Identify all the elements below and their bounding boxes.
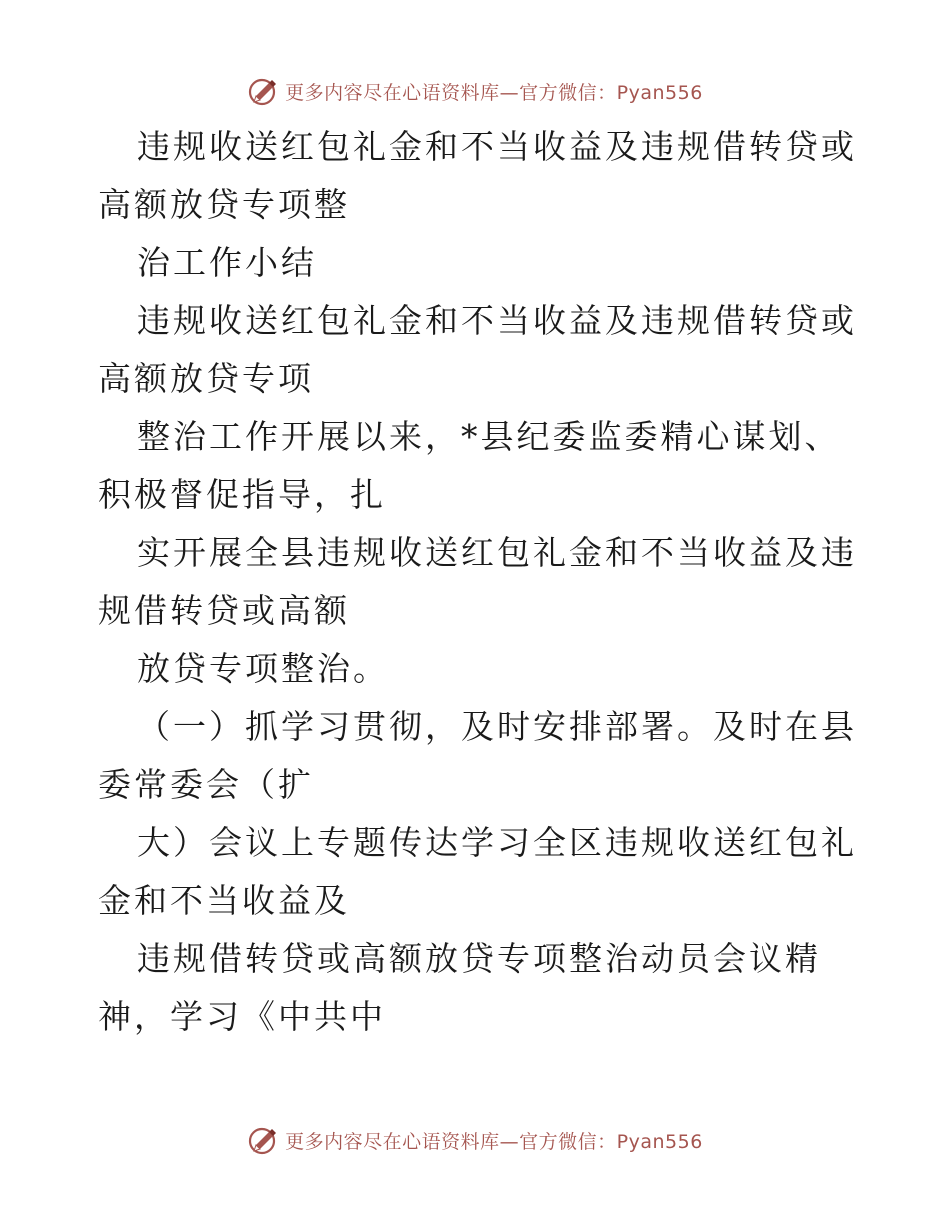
paragraph xyxy=(98,814,858,930)
watermark-text: 更多内容尽在心语资料库—官方微信：Pyan556 xyxy=(285,1130,703,1153)
paragraph-line: （一）抓学习贯彻，及时安排部署。及时在县委 xyxy=(98,707,857,804)
paragraph xyxy=(98,118,858,234)
pen-logo-icon xyxy=(247,74,281,108)
paragraph-line: 和不当收益及 xyxy=(134,881,350,920)
paragraph-line: 额放贷专项 xyxy=(134,359,314,398)
paragraph-line: 常委会（扩 xyxy=(134,765,314,804)
paragraph-line: 大）会议上专题传达学习全区违规收送红包礼金 xyxy=(98,823,857,920)
paragraph xyxy=(98,524,858,640)
paragraph-line: 极督促指导，扎 xyxy=(134,475,386,514)
paragraph-line: 治工作小结 xyxy=(137,243,317,282)
footer-watermark xyxy=(0,1120,950,1160)
paragraph xyxy=(98,292,858,408)
paragraph xyxy=(98,640,858,698)
paragraph-line: 整治工作开展以来，*县纪委监委精心谋划、积 xyxy=(98,417,841,514)
pen-logo-icon xyxy=(247,1123,281,1157)
paragraph xyxy=(98,698,858,814)
document-body xyxy=(98,118,858,1046)
paragraph-line: 违规收送红包礼金和不当收益及违规借转贷或高 xyxy=(98,127,857,224)
paragraph xyxy=(98,234,858,292)
paragraph xyxy=(98,930,858,1046)
watermark-text: 更多内容尽在心语资料库—官方微信：Pyan556 xyxy=(285,81,703,104)
paragraph-line: 违规借转贷或高额放贷专项整治动员会议精神， xyxy=(98,939,821,1036)
paragraph-line: 放贷专项整治。 xyxy=(137,649,389,688)
paragraph-line: 借转贷或高额 xyxy=(134,591,350,630)
paragraph-line: 实开展全县违规收送红包礼金和不当收益及违规 xyxy=(98,533,857,630)
paragraph-line: 额放贷专项整 xyxy=(134,185,350,224)
paragraph-line: 违规收送红包礼金和不当收益及违规借转贷或高 xyxy=(98,301,857,398)
paragraph xyxy=(98,408,858,524)
header-watermark xyxy=(0,71,950,111)
paragraph-line: 学习《中共中 xyxy=(170,997,386,1036)
